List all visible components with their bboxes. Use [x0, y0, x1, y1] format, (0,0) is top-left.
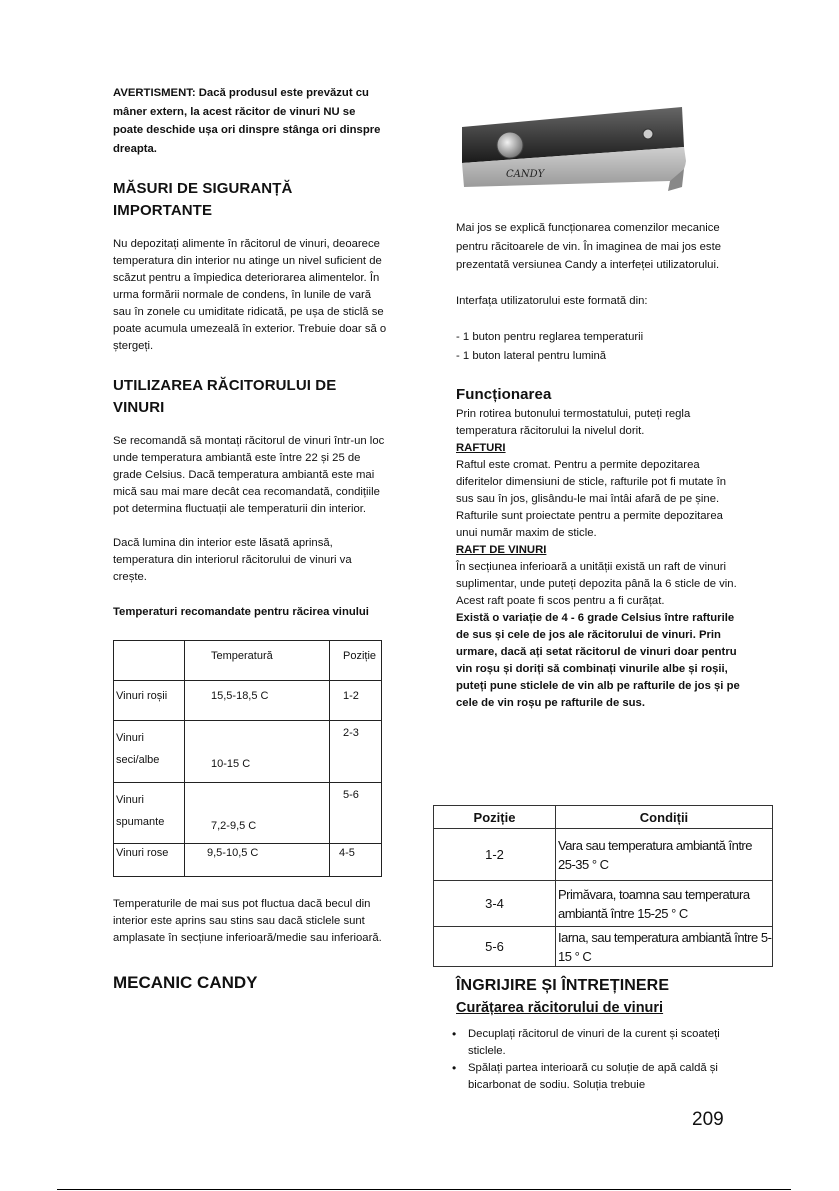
wine-temperature: 15,5-18,5 C: [185, 681, 330, 721]
condition-text: Vara sau temperatura ambiantă între 25-35 ° C: [556, 829, 773, 881]
wine-shelf-text: În secțiunea inferioară a unității există un raft de vinuri suplimentar, unde puteți depozita până la 6 sticle de vin. Acest raft poate fi scos pentru a fi curățat.: [456, 560, 737, 607]
variation-note: Există o variație de 4 - 6 grade Celsius între rafturile de sus și cele de jos ale răcitorului de vinuri. Prin urmare, dacă ați setat răcitorul de vinuri doar pentru vin roșu și doriți să combinați vinurile albe și roșii, puteți pune sticlele de vin alb pe rafturile de jos și pe cele de vin roșu pe rafturile de sus.: [456, 611, 740, 709]
page-number: 209: [692, 1109, 724, 1130]
table-header-position: Poziție: [330, 641, 382, 681]
brand-logo: CANDY: [506, 169, 545, 180]
right-column: [456, 219, 741, 712]
safety-text: Nu depozitați alimente în răcitorul de vinuri, deoarece temperatura din interior nu atinge un nivel suficient de scăzut pentru a împiedica deteriorarea alimentelor. În urma formării normale de condens, în lunile de vară sau în zonele cu umiditate ridicată, pe ușa de sticlă se poate acumula umezeală în exterior. Trebuie doar să o ștergeți.: [113, 238, 387, 352]
wine-temperature: 10-15 C: [185, 721, 330, 783]
cleaning-subtitle: Curățarea răcitorului de vinuri: [456, 1000, 664, 1016]
wine-type: Vinuri roșii: [114, 681, 185, 721]
table-row: [114, 721, 382, 783]
conditions-header-row: [434, 806, 773, 829]
wine-type: Vinuri spumante: [114, 783, 185, 844]
table-row: [114, 844, 382, 877]
conditions-header-conditions: Condiții: [556, 806, 773, 829]
warning-text: AVERTISMENT: Dacă produsul este prevăzut cu mâner extern, la acest răcitor de vinuri NU se poate deschide ușa ori dinspre stânga ori dinspre dreapta.: [113, 87, 381, 155]
function-text: Prin rotirea butonului termostatului, puteți regla temperatura răcitorului la nivelul dorit.: [456, 407, 691, 437]
temp-note: Temperaturile de mai sus pot fluctua dacă becul din interior este aprins sau stins sau dacă sticlele sunt amplasate în secțiune inferioară/medie sau inferioară.: [113, 898, 382, 944]
table-row: [434, 881, 773, 927]
conditions-table: [433, 805, 773, 967]
table-row: [434, 927, 773, 967]
wine-shelf-title: RAFT DE VINURI: [456, 543, 547, 556]
interface-item-2: - 1 buton lateral pentru lumină: [456, 349, 607, 362]
interface-text: Interfața utilizatorului este formată din:: [456, 294, 648, 307]
temperature-table: [113, 640, 382, 877]
wine-position: 2-3: [330, 721, 382, 783]
list-item: • Decuplați răcitorul de vinuri de la curent și scoateți sticlele.: [456, 1026, 741, 1060]
wine-type: Vinuri rose: [114, 844, 185, 877]
mecanic-candy-title: MECANIC CANDY: [113, 973, 258, 992]
table-header-row: [114, 641, 382, 681]
intro-text: Mai jos se explică funcționarea comenzilor mecanice pentru răcitoarele de vin. În imaginea de mai jos este prezentată versiunea Candy a interfeței utilizatorului.: [456, 222, 721, 271]
shelves-title: RAFTURI: [456, 441, 506, 454]
conditions-header-position: Poziție: [434, 806, 556, 829]
wine-position: 4-5: [330, 844, 382, 877]
left-column: [113, 84, 388, 995]
table-row: [434, 829, 773, 881]
condition-position: 3-4: [434, 881, 556, 927]
care-title: ÎNGRIJIRE ȘI ÎNTREȚINERE: [456, 977, 670, 994]
wine-position: 5-6: [330, 783, 382, 844]
usage-paragraph-1: Se recomandă să montați răcitorul de vinuri într-un loc unde temperatura ambiantă este între 22 și 25 de grade Celsius. Dacă temperatura ambiantă este mai mică sau mai mare decât cea recomandată, condițiile pot determina fluctuații ale temperaturii din interior.: [113, 435, 385, 515]
interface-item-1: - 1 buton pentru reglarea temperaturii: [456, 330, 644, 343]
table-row: [114, 681, 382, 721]
condition-text: Primăvara, toamna sau temperatura ambiantă între 15-25 ° C: [556, 881, 773, 927]
table-header-temperature: Temperatură: [185, 641, 330, 681]
wine-temperature: 7,2-9,5 C: [185, 783, 330, 844]
control-panel-image: [458, 103, 690, 199]
wine-position: 1-2: [330, 681, 382, 721]
condition-text: Iarna, sau temperatura ambiantă între 5-15 ° C: [556, 927, 773, 967]
wine-temperature: 9,5-10,5 C: [185, 844, 330, 877]
safety-title: MĂSURI DE SIGURANȚĂ IMPORTANTE: [113, 180, 293, 219]
usage-paragraph-2: Dacă lumina din interior este lăsată aprinsă, temperatura din interiorul răcitorului de vinuri va crește.: [113, 537, 352, 583]
temp-table-title: Temperaturi recomandate pentru răcirea vinului: [113, 606, 369, 618]
care-section: [456, 975, 741, 1094]
thermostat-knob: [497, 132, 523, 158]
condition-position: 1-2: [434, 829, 556, 881]
cleaning-list: [456, 1026, 741, 1094]
wine-type: Vinuri seci/albe: [114, 721, 185, 783]
function-title: Funcționarea: [456, 385, 552, 403]
condition-position: 5-6: [434, 927, 556, 967]
table-header-empty: [114, 641, 185, 681]
usage-title: UTILIZAREA RĂCITORULUI DE VINURI: [113, 377, 337, 416]
table-row: [114, 783, 382, 844]
light-button: [643, 129, 653, 139]
footer-divider: [57, 1189, 791, 1190]
list-item: • Spălați partea interioară cu soluție de apă caldă și bicarbonat de sodiu. Soluția trebuie: [456, 1060, 741, 1094]
shelves-text: Raftul este cromat. Pentru a permite depozitarea diferitelor dimensiuni de sticle, rafturile pot fi mutate în sus sau în jos, glisându-le mai întâi afară de pe șine. Rafturile sunt proiectate pentru a permite depozitarea unui număr maxim de sticle.: [456, 458, 726, 539]
